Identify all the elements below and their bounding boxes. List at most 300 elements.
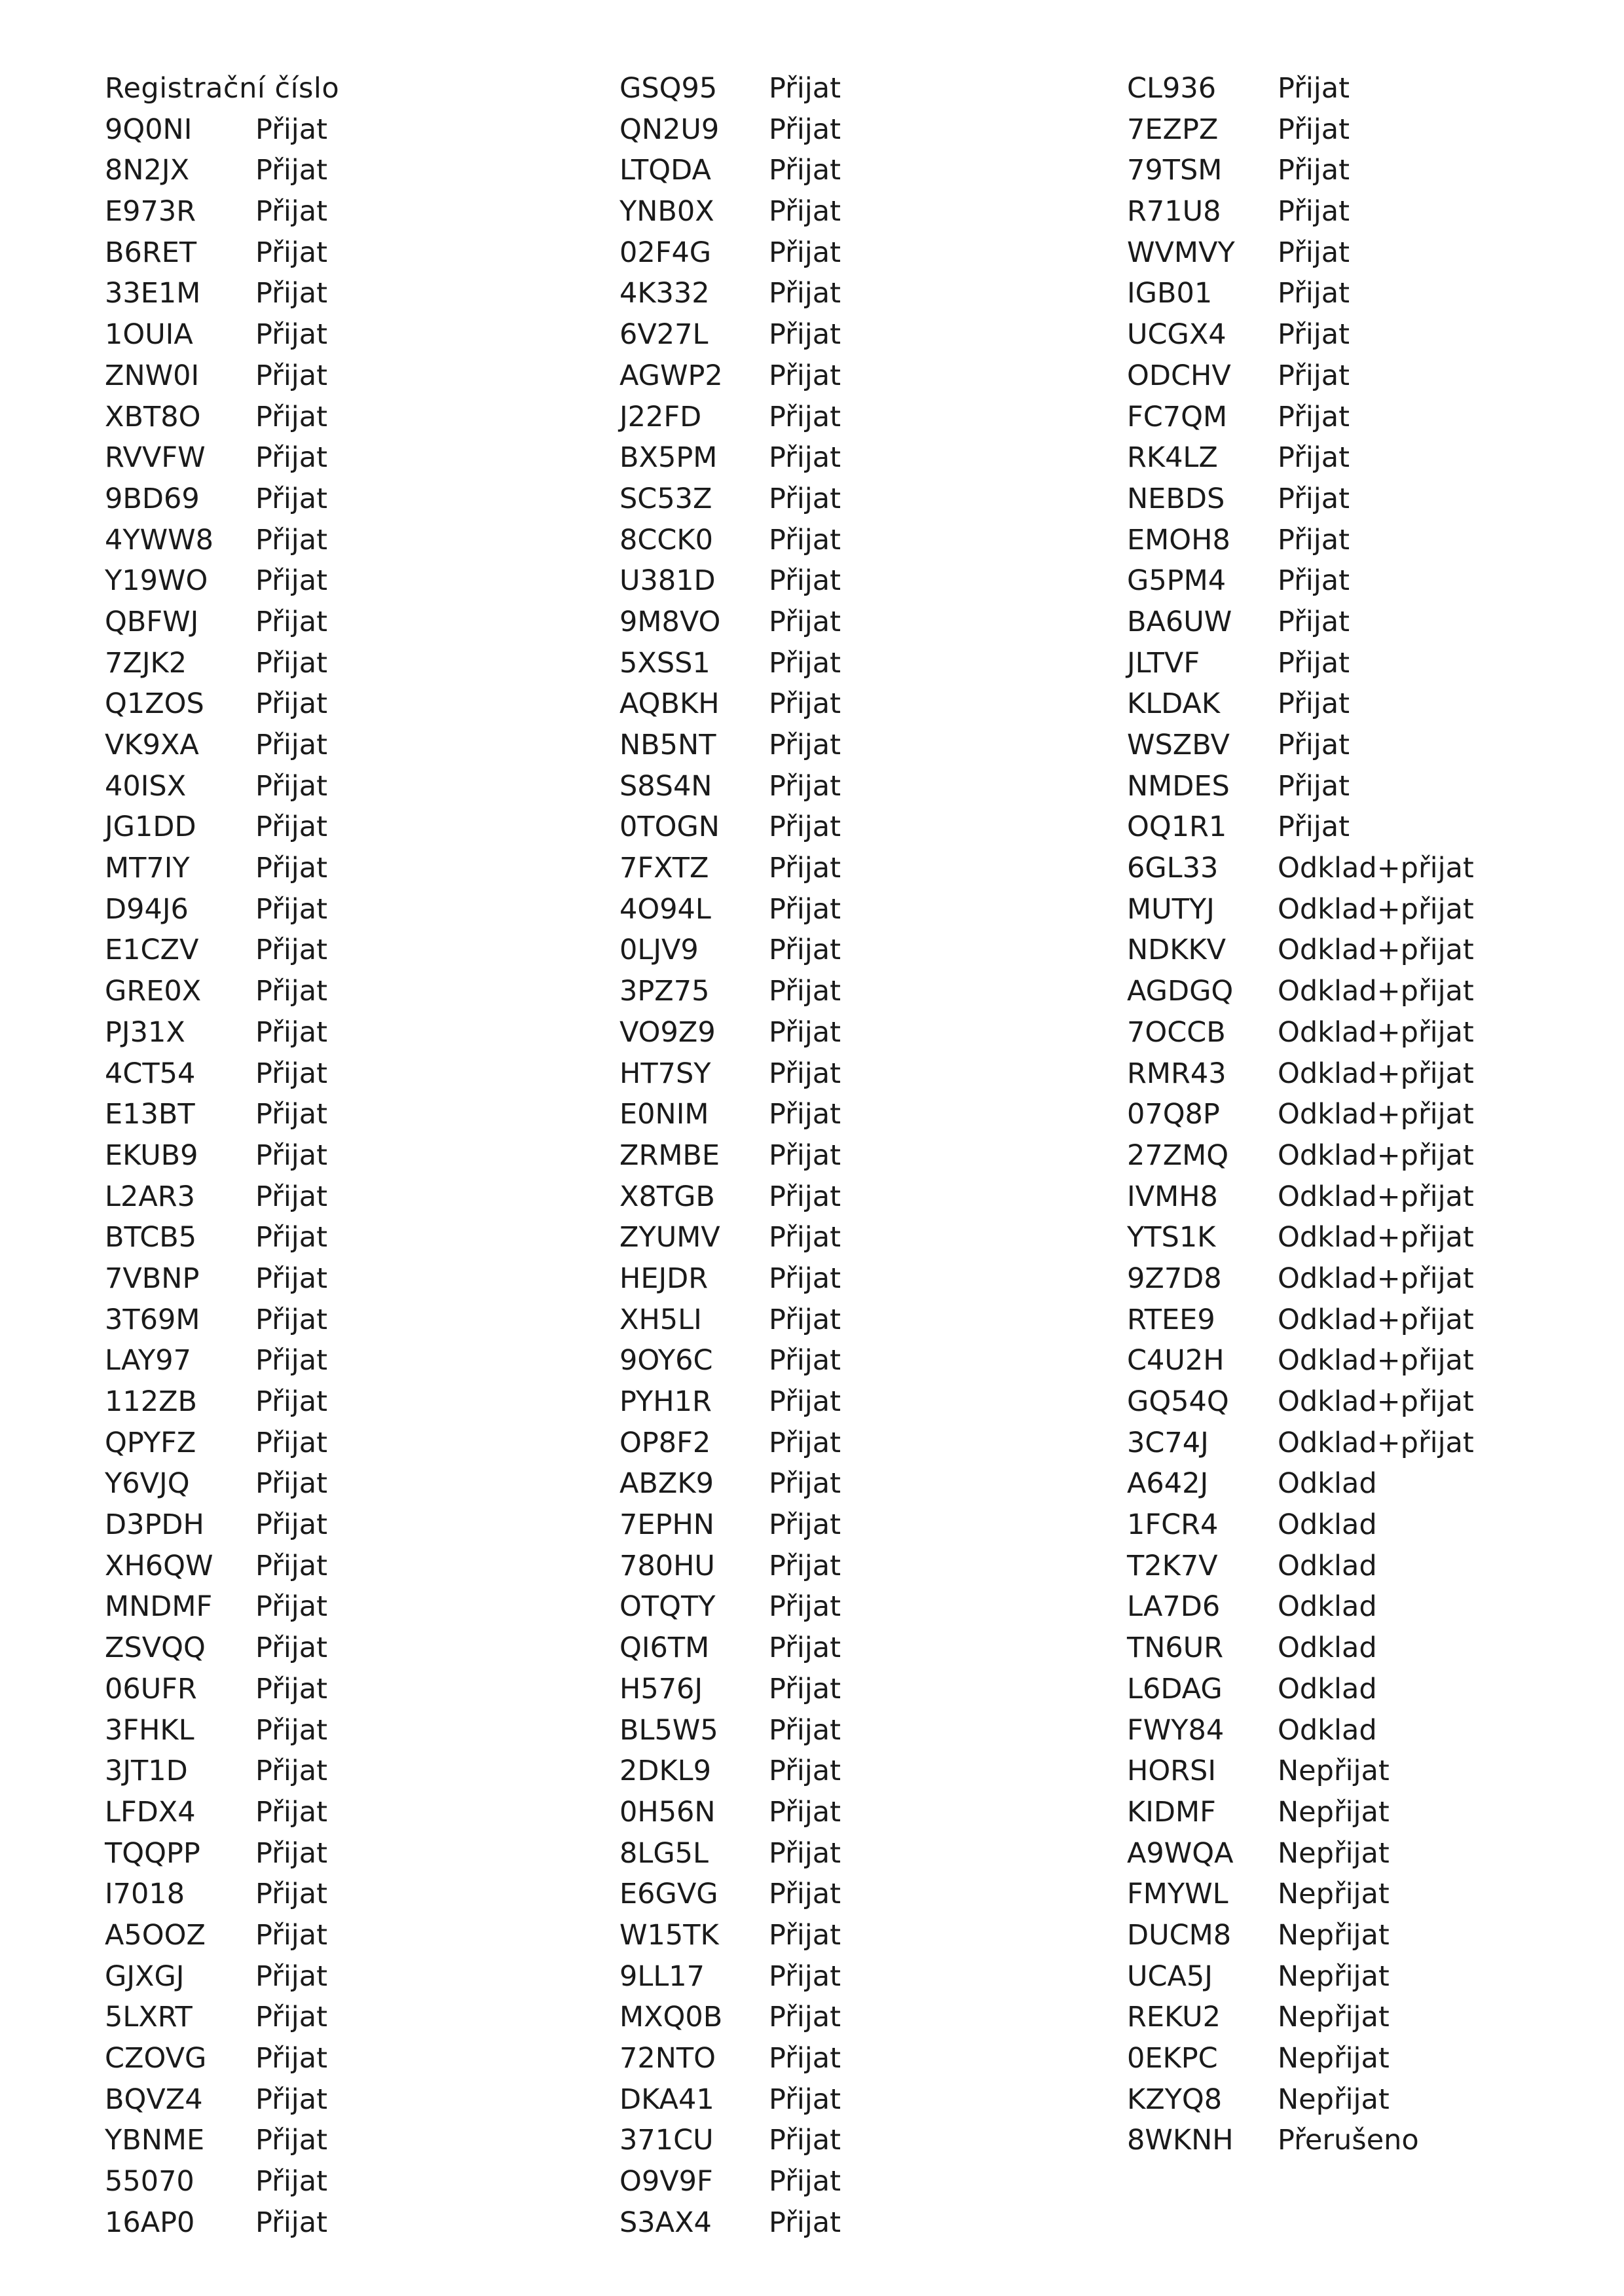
registration-number: E0NIM [619,1098,709,1131]
registration-number: 4CT54 [105,1057,196,1090]
registration-number: Q1ZOS [105,687,204,721]
registration-number: 8WKNH [1127,2124,1234,2157]
registration-number: 4YWW8 [105,523,214,556]
registration-number: J22FD [619,400,702,433]
status-value: Přijat [255,113,327,146]
status-value: Odklad+přijat [1278,1057,1474,1090]
registration-number: 06UFR [105,1672,197,1705]
status-value: Přijat [1278,154,1350,187]
status-value: Přijat [255,318,327,352]
status-value: Přijat [1278,113,1350,146]
registration-number: OTQTY [619,1590,716,1624]
registration-number: A5OOZ [105,1918,206,1952]
status-value: Přijat [769,1959,841,1993]
status-value: Odklad [1278,1631,1377,1665]
status-value: Přijat [255,975,327,1008]
status-value: Přijat [769,318,841,352]
registration-number: 79TSM [1127,154,1223,187]
status-value: Přijat [769,1057,841,1090]
registration-number: FC7QM [1127,400,1228,433]
registration-number: BX5PM [619,441,718,475]
registration-number: DKA41 [619,2083,714,2116]
registration-number: 9BD69 [105,482,200,515]
registration-number: 07Q8P [1127,1098,1220,1131]
registration-number: 371CU [619,2124,714,2157]
status-value: Přijat [769,852,841,885]
status-value: Přijat [255,1180,327,1213]
registration-number: GQ54Q [1127,1385,1229,1418]
registration-number: LTQDA [619,154,711,187]
status-value: Přijat [769,482,841,515]
status-value: Přijat [769,769,841,803]
registration-number: 16AP0 [105,2206,195,2239]
registration-number: W15TK [619,1918,719,1952]
registration-number: KZYQ8 [1127,2083,1223,2116]
registration-number: 40ISX [105,769,187,803]
status-value: Přijat [769,1755,841,1788]
status-value: Přijat [255,2165,327,2198]
registration-number: 0H56N [619,1795,716,1829]
registration-number: A642J [1127,1467,1209,1501]
registration-number: WSZBV [1127,729,1230,761]
status-value: Přijat [769,523,841,556]
status-value: Přijat [769,687,841,721]
registration-number: ABZK9 [619,1467,714,1501]
status-value: Přijat [255,523,327,556]
status-value: Přijat [255,1631,327,1665]
registration-number: 3JT1D [105,1755,188,1788]
status-value: Přijat [1278,687,1350,721]
registration-number: QN2U9 [619,113,720,146]
registration-number: 6V27L [619,318,709,352]
registration-number: HT7SY [619,1057,711,1090]
registration-number: S8S4N [619,769,712,803]
registration-number: GSQ95 [619,72,718,105]
registration-number: BTCB5 [105,1221,197,1254]
registration-number: XH5LI [619,1303,702,1336]
registration-number: 7ZJK2 [105,646,187,680]
registration-number: QI6TM [619,1631,710,1665]
registration-number: Y6VJQ [105,1467,190,1501]
registration-number: 7OCCB [1127,1015,1226,1049]
registration-number: OP8F2 [619,1426,711,1459]
status-value: Přijat [769,892,841,926]
registration-number: VK9XA [105,729,199,761]
registration-number: 7EZPZ [1127,113,1219,146]
status-value: Přijat [769,646,841,680]
status-value: Přijat [769,1385,841,1418]
status-value: Přijat [255,852,327,885]
status-value: Přijat [1278,318,1350,352]
status-value: Přijat [1278,769,1350,803]
registration-number: CL936 [1127,72,1217,105]
registration-number: 6GL33 [1127,852,1219,885]
status-value: Přijat [255,154,327,187]
status-value: Přijat [255,1262,327,1295]
status-value: Přijat [255,1836,327,1870]
status-value: Nepřijat [1278,2083,1390,2116]
registration-number: AQBKH [619,687,720,721]
registration-number: DUCM8 [1127,1918,1232,1952]
status-value: Přijat [769,1303,841,1336]
status-value: Přijat [769,113,841,146]
status-value: Odklad+přijat [1278,1385,1474,1418]
status-value: Přijat [255,482,327,515]
status-value: Přijat [769,1221,841,1254]
registration-number: 5XSS1 [619,646,710,680]
registration-number: X8TGB [619,1180,715,1213]
registration-number: 4K332 [619,277,710,310]
registration-number: 0LJV9 [619,934,699,967]
status-value: Přijat [769,236,841,269]
status-value: Přijat [255,1098,327,1131]
status-value: Přijat [255,1508,327,1542]
registration-number: 4O94L [619,892,711,926]
registration-number: ZYUMV [619,1221,720,1254]
status-value: Přijat [255,2001,327,2034]
registration-number: RMR43 [1127,1057,1227,1090]
status-value: Přijat [255,1385,327,1418]
status-value: Přijat [769,605,841,638]
registration-number: R71U8 [1127,195,1221,228]
status-value: Přijat [769,564,841,598]
registration-number: 8LG5L [619,1836,709,1870]
registration-number: RTEE9 [1127,1303,1215,1336]
registration-number: O9V9F [619,2165,713,2198]
status-value: Odklad [1278,1508,1377,1542]
registration-number: XH6QW [105,1549,213,1582]
registration-number: HEJDR [619,1262,709,1295]
registration-number: PJ31X [105,1015,185,1049]
registration-number: E1CZV [105,934,199,967]
status-value: Přijat [1278,564,1350,598]
status-value: Odklad+přijat [1278,1139,1474,1172]
registration-number: U381D [619,564,716,598]
registration-number: OQ1R1 [1127,811,1227,844]
status-value: Přijat [769,400,841,433]
registration-number: RVVFW [105,441,206,475]
registration-number: 3PZ75 [619,975,710,1008]
status-value: Odklad+přijat [1278,975,1474,1008]
status-value: Přijat [769,1262,841,1295]
registration-number: XBT8O [105,400,201,433]
registration-number: Y19WO [105,564,208,598]
status-value: Přijat [1278,811,1350,844]
status-value: Nepřijat [1278,1918,1390,1952]
status-value: Přijat [769,1795,841,1829]
status-value: Přijat [255,687,327,721]
status-value: Nepřijat [1278,1878,1390,1911]
status-value: Přijat [769,975,841,1008]
status-value: Přijat [769,441,841,475]
status-value: Odklad [1278,1713,1377,1747]
status-value: Přijat [1278,441,1350,475]
status-value: Přijat [769,1713,841,1747]
registration-number: EMOH8 [1127,523,1230,556]
registration-number: T2K7V [1127,1549,1218,1582]
status-value: Přerušeno [1278,2124,1419,2157]
status-value: Přijat [769,359,841,392]
registration-number: LA7D6 [1127,1590,1221,1624]
registration-number: YNB0X [619,195,714,228]
status-value: Odklad+přijat [1278,1180,1474,1213]
status-value: Přijat [769,2124,841,2157]
status-value: Přijat [255,1221,327,1254]
status-value: Odklad+přijat [1278,934,1474,967]
registration-number: C4U2H [1127,1344,1225,1377]
status-value: Odklad+přijat [1278,1098,1474,1131]
status-value: Přijat [1278,236,1350,269]
status-value: Přijat [769,934,841,967]
registration-number: MNDMF [105,1590,213,1624]
registration-number: 780HU [619,1549,715,1582]
registration-number: E6GVG [619,1878,718,1911]
registration-number: 5LXRT [105,2001,193,2034]
status-value: Přijat [255,729,327,761]
registration-number: YBNME [105,2124,205,2157]
status-value: Odklad+přijat [1278,1344,1474,1377]
status-value: Přijat [769,154,841,187]
registration-number: 02F4G [619,236,712,269]
registration-number: G5PM4 [1127,564,1227,598]
registration-number: PYH1R [619,1385,712,1418]
status-value: Přijat [255,934,327,967]
status-value: Přijat [255,605,327,638]
status-value: Přijat [769,729,841,761]
status-value: Odklad+přijat [1278,1015,1474,1049]
registration-number: 9Z7D8 [1127,1262,1222,1295]
status-value: Přijat [255,892,327,926]
status-value: Přijat [255,646,327,680]
status-value: Odklad [1278,1590,1377,1624]
registration-number: E13BT [105,1098,195,1131]
registration-number: A9WQA [1127,1836,1234,1870]
registration-number: JLTVF [1127,646,1200,680]
registration-number: VO9Z9 [619,1015,716,1049]
status-value: Odklad+přijat [1278,1303,1474,1336]
status-value: Přijat [769,2165,841,2198]
status-value: Přijat [255,1672,327,1705]
status-value: Nepřijat [1278,1959,1390,1993]
status-value: Přijat [255,441,327,475]
registration-number: 9Q0NI [105,113,193,146]
status-value: Přijat [769,2001,841,2034]
column-header: Registrační číslo [105,72,340,105]
status-value: Přijat [769,195,841,228]
status-value: Přijat [1278,523,1350,556]
registration-number: FWY84 [1127,1713,1225,1747]
registration-number: UCA5J [1127,1959,1213,1993]
status-value: Přijat [255,1918,327,1952]
registration-number: YTS1K [1127,1221,1216,1254]
status-value: Přijat [255,1057,327,1090]
status-value: Odklad+přijat [1278,1221,1474,1254]
registration-number: ZRMBE [619,1139,720,1172]
status-value: Přijat [769,72,841,105]
registration-number: LFDX4 [105,1795,196,1829]
status-value: Odklad [1278,1467,1377,1501]
status-value: Přijat [255,1015,327,1049]
registration-number: 9OY6C [619,1344,713,1377]
registration-number: MXQ0B [619,2001,723,2034]
registration-number: 0TOGN [619,811,720,844]
status-value: Přijat [255,1590,327,1624]
registration-number: 2DKL9 [619,1755,711,1788]
status-value: Přijat [255,1426,327,1459]
status-value: Odklad+přijat [1278,892,1474,926]
status-value: Přijat [769,1015,841,1049]
registration-number: SC53Z [619,482,712,515]
registration-number: TN6UR [1127,1631,1224,1665]
status-value: Přijat [255,1549,327,1582]
registration-number: 7FXTZ [619,852,709,885]
registration-number: KIDMF [1127,1795,1216,1829]
status-value: Přijat [255,811,327,844]
registration-number: NB5NT [619,729,716,761]
registration-number: 9LL17 [619,1959,705,1993]
registration-number: JG1DD [105,811,196,844]
registration-number: IGB01 [1127,277,1213,310]
registration-number: 8CCK0 [619,523,713,556]
registration-number: 3C74J [1127,1426,1209,1459]
status-value: Přijat [255,2206,327,2239]
status-value: Přijat [769,1508,841,1542]
registration-number: UCGX4 [1127,318,1227,352]
status-value: Přijat [1278,646,1350,680]
status-value: Přijat [769,1098,841,1131]
registration-number: 1OUIA [105,318,193,352]
status-value: Přijat [769,1672,841,1705]
status-value: Přijat [255,1795,327,1829]
registration-number: I7018 [105,1878,185,1911]
status-value: Nepřijat [1278,2042,1390,2075]
status-value: Přijat [255,564,327,598]
registration-number: ZNW0I [105,359,200,392]
status-value: Přijat [769,1344,841,1377]
registration-number: L6DAG [1127,1672,1223,1705]
registration-number: FMYWL [1127,1878,1228,1911]
status-value: Přijat [1278,605,1350,638]
registration-number: D3PDH [105,1508,204,1542]
status-value: Přijat [255,1139,327,1172]
registration-number: AGWP2 [619,359,723,392]
registration-number: ZSVQQ [105,1631,206,1665]
registration-number: 0EKPC [1127,2042,1218,2075]
status-value: Přijat [769,1918,841,1952]
registration-number: 112ZB [105,1385,198,1418]
status-value: Přijat [769,1467,841,1501]
registration-number: GJXGJ [105,1959,185,1993]
registration-number: AGDGQ [1127,975,1234,1008]
status-value: Přijat [255,236,327,269]
status-value: Nepřijat [1278,1755,1390,1788]
registration-number: HORSI [1127,1755,1217,1788]
status-value: Přijat [255,1755,327,1788]
registration-number: 33E1M [105,277,201,310]
registration-number: MUTYJ [1127,892,1215,926]
status-value: Přijat [255,195,327,228]
registration-number: B6RET [105,236,197,269]
registration-number: REKU2 [1127,2001,1221,2034]
status-value: Přijat [769,2083,841,2116]
registration-number: 3FHKL [105,1713,194,1747]
registration-number: 55070 [105,2165,194,2198]
status-value: Odklad [1278,1549,1377,1582]
status-value: Přijat [255,2124,327,2157]
registration-number: 9M8VO [619,605,721,638]
registration-number: BL5W5 [619,1713,718,1747]
registration-number: WVMVY [1127,236,1235,269]
status-value: Přijat [769,277,841,310]
registration-number: NDKKV [1127,934,1227,967]
registration-number: ODCHV [1127,359,1231,392]
status-value: Přijat [255,1878,327,1911]
status-value: Přijat [1278,195,1350,228]
status-value: Přijat [255,2083,327,2116]
status-value: Přijat [255,277,327,310]
registration-number: S3AX4 [619,2206,712,2239]
registration-number: QPYFZ [105,1426,196,1459]
status-value: Přijat [769,1590,841,1624]
registration-number: BA6UW [1127,605,1232,638]
status-value: Přijat [1278,482,1350,515]
registration-number: 3T69M [105,1303,200,1336]
status-value: Přijat [255,1344,327,1377]
registration-number: CZOVG [105,2042,207,2075]
registration-number: 8N2JX [105,154,190,187]
status-value: Odklad+přijat [1278,1262,1474,1295]
status-value: Přijat [255,769,327,803]
registration-number: QBFWJ [105,605,199,638]
registration-number: RK4LZ [1127,441,1218,475]
status-value: Přijat [769,1549,841,1582]
status-value: Přijat [769,811,841,844]
status-value: Přijat [769,2042,841,2075]
registration-number: 72NTO [619,2042,716,2075]
status-value: Přijat [1278,359,1350,392]
status-value: Přijat [1278,400,1350,433]
status-value: Přijat [769,1836,841,1870]
registration-number: NMDES [1127,769,1230,803]
status-value: Přijat [255,359,327,392]
status-value: Přijat [255,1713,327,1747]
status-value: Přijat [255,2042,327,2075]
status-value: Odklad+přijat [1278,852,1474,885]
registration-number: 27ZMQ [1127,1139,1229,1172]
registration-number: KLDAK [1127,687,1221,721]
status-value: Přijat [769,1878,841,1911]
status-value: Přijat [1278,729,1350,761]
registration-number: IVMH8 [1127,1180,1218,1213]
registration-number: L2AR3 [105,1180,195,1213]
status-value: Odklad+přijat [1278,1426,1474,1459]
registration-number: NEBDS [1127,482,1225,515]
status-value: Přijat [769,1426,841,1459]
status-value: Přijat [769,1139,841,1172]
status-value: Přijat [255,1303,327,1336]
status-value: Přijat [1278,72,1350,105]
status-value: Nepřijat [1278,1836,1390,1870]
registration-number: LAY97 [105,1344,192,1377]
registration-number: D94J6 [105,892,189,926]
status-value: Přijat [769,1180,841,1213]
registration-number: H576J [619,1672,703,1705]
registration-number: 1FCR4 [1127,1508,1219,1542]
status-value: Přijat [1278,277,1350,310]
registration-number: 7EPHN [619,1508,714,1542]
registration-number: GRE0X [105,975,202,1008]
registration-number: EKUB9 [105,1139,198,1172]
